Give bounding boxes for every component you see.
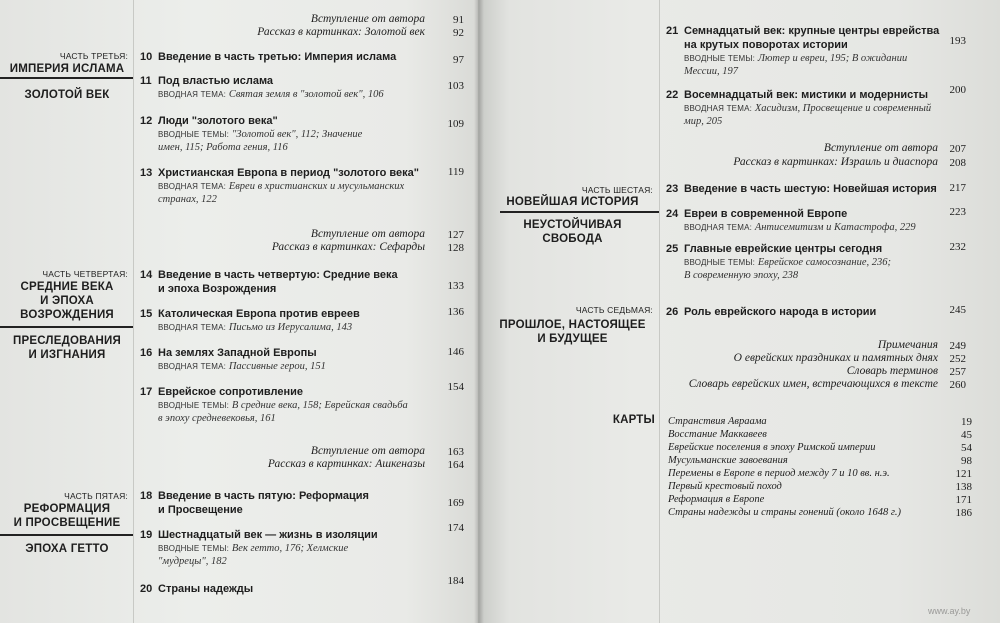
chapter-title: Введение в часть третью: Империя ислама [158,51,397,63]
chapter-title: Евреи в современной Европе [684,208,848,220]
page-number: 200 [949,84,966,96]
chapter-topics: странах, 122 [158,194,217,205]
part-title: И ПРОСВЕЩЕНИЕ [13,517,121,529]
part-label: ЧАСТЬ ТРЕТЬЯ: [59,51,128,61]
column-gutter-left [133,0,134,623]
chapter-topics: ВВОДНАЯ ТЕМА: Письмо из Иерусалима, 143 [158,322,353,333]
part-title: И ЭПОХА [40,295,94,307]
map-item: Первый крестовый поход [668,481,782,492]
intro-story: Рассказ в картинках: Сефарды [271,241,425,253]
page-number: 133 [447,280,464,292]
chapter-number: 17 [140,386,153,398]
page-number: 249 [949,340,966,352]
chapter-title: Восемнадцатый век: мистики и модернисты [684,89,929,101]
divider [500,211,659,213]
chapter-topics: Мессии, 197 [684,66,738,77]
chapter-title: Под властью ислама [158,75,274,87]
map-item: Реформация в Европе [668,494,765,505]
chapter-number: 21 [666,25,679,37]
chapter-title: Шестнадцатый век — жизнь в изоляции [158,529,378,541]
page-number: 207 [949,143,966,155]
map-item: Страны надежды и страны гонений (около 1648 г.) [668,507,901,518]
part-subtitle: ЭПОХА ГЕТТО [25,543,109,555]
part-subtitle: СВОБОДА [542,233,603,245]
chapter-title: на крутых поворотах истории [684,39,848,51]
chapter-topics: ВВОДНАЯ ТЕМА: Святая земля в "золотой век", 106 [158,89,384,100]
page-number: 169 [447,497,464,509]
page-number: 164 [447,459,464,471]
back-matter-item: Примечания [877,339,938,351]
part-title: НОВЕЙШАЯ ИСТОРИЯ [506,196,639,208]
map-item: Мусульманские завоевания [668,455,788,466]
part-title: ИМПЕРИЯ ИСЛАМА [9,63,125,75]
page-number: 186 [955,507,972,519]
divider [0,534,133,536]
page-number: 119 [447,166,464,178]
page-number: 97 [453,54,464,66]
chapter-title: Главные еврейские центры сегодня [684,243,883,255]
chapter-number: 19 [140,529,153,541]
chapter-number: 16 [140,347,153,359]
chapter-number: 24 [666,208,679,220]
back-matter-item: О еврейских праздниках и памятных днях [733,352,938,364]
part-subtitle: И ИЗГНАНИЯ [28,349,106,361]
map-item: Еврейские поселения в эпоху Римской империи [668,442,876,453]
chapter-title: и Просвещение [158,504,243,516]
part-label: ЧАСТЬ ЧЕТВЕРТАЯ: [42,269,128,279]
chapter-title: На землях Западной Европы [158,347,317,359]
page-number: 54 [961,442,972,454]
chapter-topics: ВВОДНАЯ ТЕМА: Пассивные герои, 151 [158,361,326,372]
chapter-topics: ВВОДНЫЕ ТЕМЫ: В средние века, 158; Еврейская свадьба [158,400,408,411]
intro-story: Рассказ в картинках: Золотой век [257,26,425,38]
part-subtitle: НЕУСТОЙЧИВАЯ [523,219,622,231]
page-number: 257 [949,366,966,378]
chapter-topics: имен, 115; Работа гения, 116 [158,142,288,153]
page-number: 260 [949,379,966,391]
part-title: РЕФОРМАЦИЯ [23,503,111,515]
chapter-title: Введение в часть шестую: Новейшая история [684,183,937,195]
page-number: 245 [949,304,966,316]
chapter-topics: ВВОДНЫЕ ТЕМЫ: "Золотой век", 112; Значение [158,129,363,140]
chapter-topics: ВВОДНЫЕ ТЕМЫ: Век гетто, 176; Хелмские [158,543,349,554]
map-item: Странствия Авраама [668,416,767,427]
chapter-number: 23 [666,183,679,195]
book-spine [474,0,484,623]
page-number: 252 [949,353,966,365]
chapter-title: и эпоха Возрождения [158,283,277,295]
chapter-topics: в эпоху средневековья, 161 [158,413,276,424]
part-title: ПРОШЛОЕ, НАСТОЯЩЕЕ [499,319,646,331]
maps-heading: КАРТЫ [612,414,655,426]
divider [0,326,133,328]
chapter-number: 10 [140,51,153,63]
page-number: 98 [961,455,972,467]
page-number: 193 [949,35,966,47]
divider [0,77,133,79]
part-title: ВОЗРОЖДЕНИЯ [20,309,114,321]
page-number: 223 [949,206,966,218]
page-number: 128 [447,242,464,254]
page-number: 146 [447,346,464,358]
page-number: 232 [949,241,966,253]
page-number: 109 [447,118,464,130]
intro-story: Рассказ в картинках: Израиль и диаспора [733,156,938,168]
page-number: 45 [961,429,972,441]
page-number: 184 [447,575,464,587]
chapter-number: 15 [140,308,153,320]
column-gutter-right [659,0,660,623]
page-number: 103 [447,80,464,92]
chapter-topics: мир, 205 [684,116,723,127]
chapter-number: 13 [140,167,153,179]
chapter-title: Католическая Европа против евреев [158,308,360,320]
chapter-title: Страны надежды [158,583,254,595]
page-number: 171 [955,494,972,506]
page-number: 127 [447,229,464,241]
chapter-number: 26 [666,306,679,318]
page-number: 91 [453,14,464,26]
chapter-number: 11 [140,75,152,87]
part-title: СРЕДНИЕ ВЕКА [20,281,114,293]
map-item: Восстание Маккавеев [668,429,767,440]
part-subtitle: ПРЕСЛЕДОВАНИЯ [13,335,121,347]
back-matter-item: Словарь еврейских имен, встречающихся в тексте [688,378,938,390]
chapter-title: Введение в часть четвертую: Средние века [158,269,398,281]
chapter-topics: ВВОДНАЯ ТЕМА: Хасидизм, Просвещение и современный [684,103,932,114]
intro-author: Вступление от автора [310,228,425,240]
map-item: Перемены в Европе в период между 7 и 10 вв. н.э. [668,468,890,479]
chapter-number: 25 [666,243,679,255]
chapter-title: Семнадцатый век: крупные центры еврейства [684,25,940,37]
chapter-title: Христианская Европа в период "золотого века" [158,167,419,179]
page-number: 154 [447,381,464,393]
page-number: 136 [447,306,464,318]
chapter-number: 20 [140,583,153,595]
part-title: И БУДУЩЕЕ [537,333,608,345]
chapter-title: Люди "золотого века" [158,115,278,127]
chapter-number: 12 [140,115,153,127]
watermark: www.ay.by [928,606,971,616]
chapter-topics: В современную эпоху, 238 [684,270,799,281]
intro-story: Рассказ в картинках: Ашкеназы [267,458,425,470]
chapter-topics: ВВОДНЫЕ ТЕМЫ: Еврейское самосознание, 236; [684,257,891,268]
chapter-title: Роль еврейского народа в истории [684,306,877,318]
part-label: ЧАСТЬ СЕДЬМАЯ: [575,305,653,315]
page-number: 163 [447,446,464,458]
page-number: 121 [955,468,972,480]
page-number: 217 [949,182,966,194]
chapter-number: 18 [140,490,153,502]
part-subtitle: ЗОЛОТОЙ ВЕК [24,89,110,101]
page-number: 138 [955,481,972,493]
part-label: ЧАСТЬ ПЯТАЯ: [64,491,128,501]
chapter-topics: "мудрецы", 182 [158,556,227,567]
chapter-topics: ВВОДНАЯ ТЕМА: Антисемитизм и Катастрофа, 229 [684,222,916,233]
chapter-number: 14 [140,269,153,281]
page-number: 19 [961,416,972,428]
chapter-title: Введение в часть пятую: Реформация [158,490,369,502]
chapter-title: Еврейское сопротивление [158,386,303,398]
part-label: ЧАСТЬ ШЕСТАЯ: [581,185,653,195]
chapter-topics: ВВОДНАЯ ТЕМА: Евреи в христианских и мусульманских [158,181,405,192]
chapter-number: 22 [666,89,679,101]
intro-author: Вступление от автора [310,13,425,25]
intro-author: Вступление от автора [310,445,425,457]
page-number: 92 [453,27,464,39]
page-number: 208 [949,157,966,169]
back-matter-item: Словарь терминов [846,365,938,377]
page-number: 174 [447,522,464,534]
chapter-topics: ВВОДНЫЕ ТЕМЫ: Лютер и евреи, 195; В ожидании [684,53,908,64]
intro-author: Вступление от автора [823,142,938,154]
